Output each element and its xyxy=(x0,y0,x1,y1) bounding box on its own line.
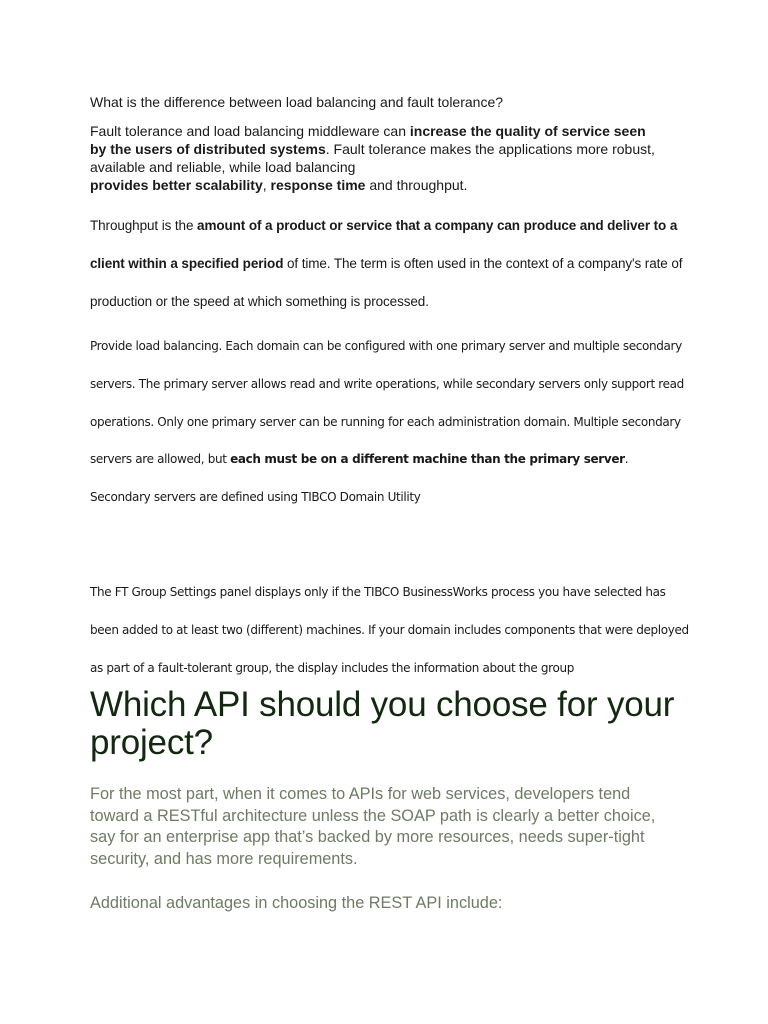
paragraph-rest-advantages: Additional advantages in choosing the REST API include: xyxy=(90,894,503,912)
text-run: . Secondary servers are defined using TIBCO Domain Utility xyxy=(90,452,629,505)
paragraph-fault-tolerance xyxy=(90,122,660,194)
bold-run: each must be on a different machine than the primary server xyxy=(230,452,625,467)
text-run: and throughput. xyxy=(365,177,468,193)
bold-run: response time xyxy=(270,177,366,193)
bold-run: provides better scalability xyxy=(90,177,263,193)
text-run: of time. The term is often used in the context of a company's rate of production or the speed at which something is processed. xyxy=(90,256,683,309)
paragraph-ft-group: The FT Group Settings panel displays only if the TIBCO BusinessWorks process you have selected has been added to at least two (different) machines. If your domain includes components that were deployed as part of a fault-tolerant group, the display includes the information about the group xyxy=(90,585,689,675)
text-run: Provide load balancing. Each domain can be configured with one primary server and multiple secondary servers. The primary server allows read and write operations, while secondary servers only support read operations. Only one primary server can be running for each administration domain. Multiple secondary servers are allowed, but xyxy=(90,339,684,467)
bold-run: amount of a product or service that a company can produce and deliver to a client within a specified period xyxy=(90,218,678,271)
question-text: What is the difference between load balancing and fault tolerance? xyxy=(90,94,504,110)
paragraph-api-choice: For the most part, when it comes to APIs for web services, developers tend toward a RESTful architecture unless the SOAP path is clearly a better choice, say for an enterprise app that’s backed by more resources, needs super-tight security, and has more requirements. xyxy=(90,785,656,868)
text-run: , xyxy=(262,177,271,193)
text-run: Throughput is the xyxy=(90,218,198,233)
paragraph-throughput xyxy=(90,207,690,321)
text-run: Fault tolerance and load balancing middleware can xyxy=(90,123,410,139)
bold-run: increase the quality of service seen by the users of distributed systems xyxy=(90,123,646,157)
text-run: . Fault tolerance makes the applications more robust, available and reliable, while load balancing xyxy=(90,141,655,175)
paragraph-load-balancing xyxy=(90,328,690,517)
section-heading: Which API should you choose for your project? xyxy=(90,685,675,762)
